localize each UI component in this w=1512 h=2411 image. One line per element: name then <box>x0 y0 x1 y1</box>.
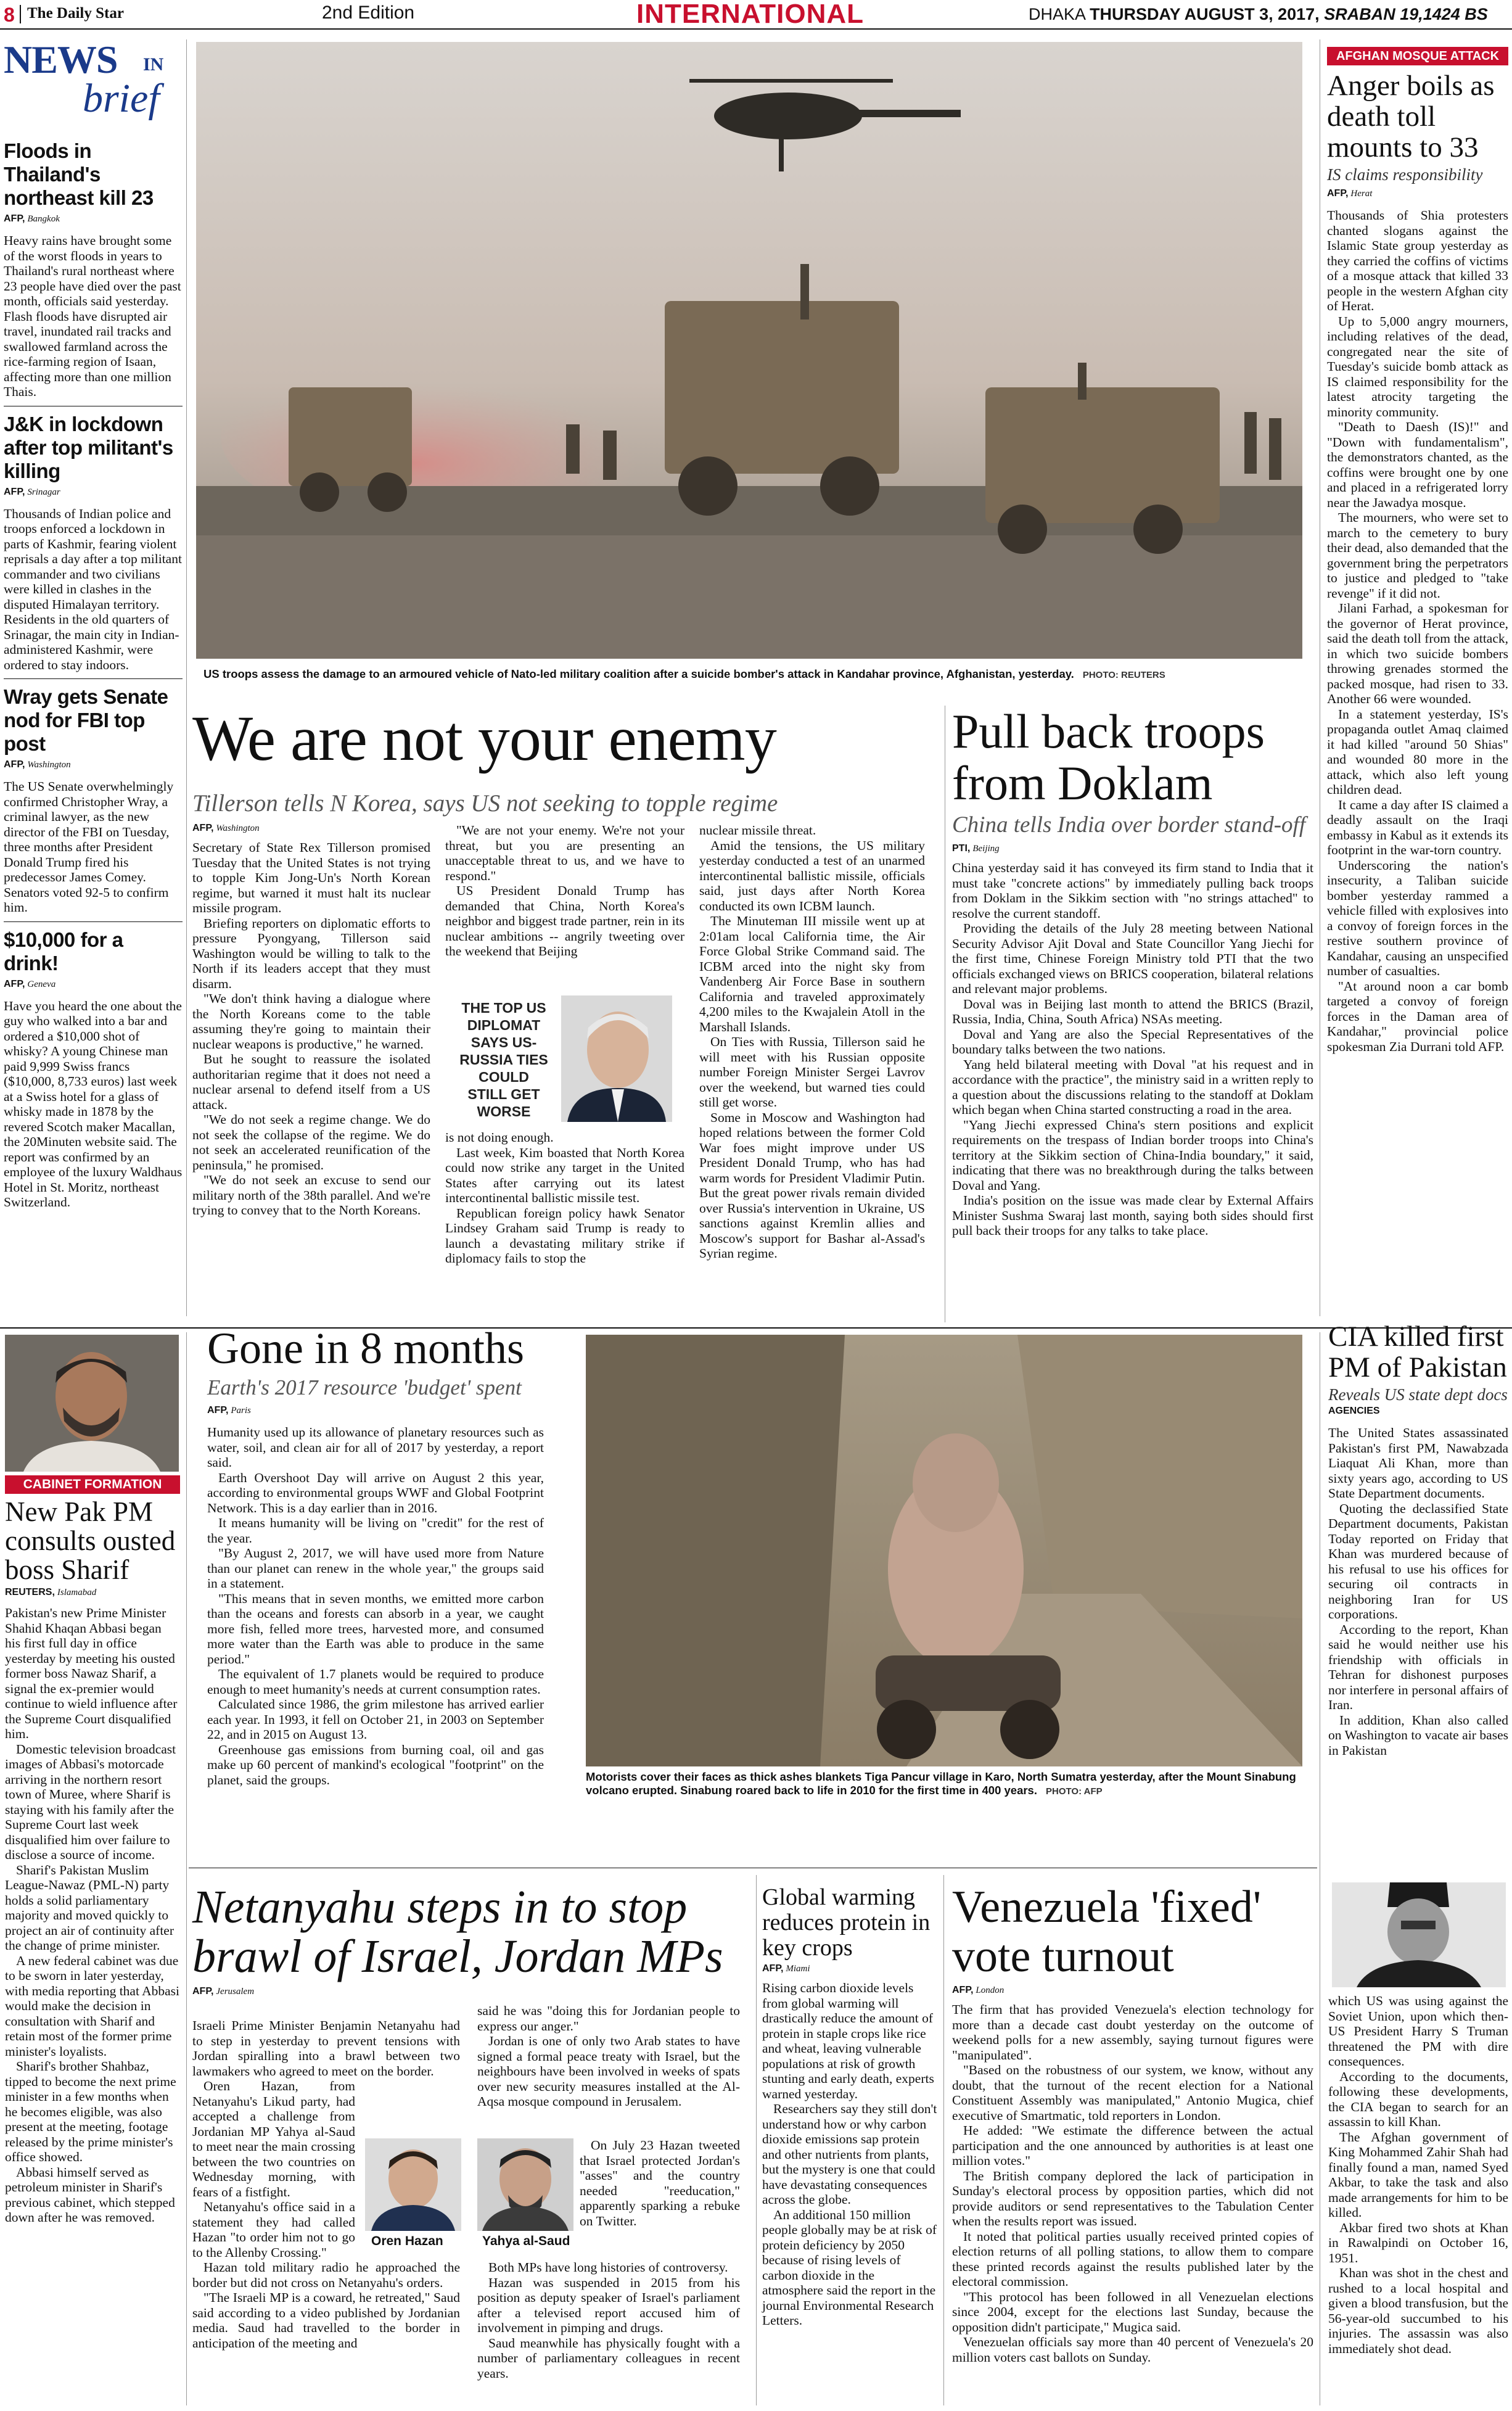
gone-story <box>207 1321 544 1787</box>
paragraph: Saud meanwhile has physically fought with a number of parliamentary colleagues in recent years. <box>477 2335 740 2381</box>
paragraph: The United States assassinated Pakistan's first PM, Nawabzada Liaquat Ali Khan, more than sixty years ago, according to US State Department documents. <box>1328 1425 1508 1501</box>
paragraph: Calculated since 1986, the grim milestone has arrived earlier each year. In 1993, it fell on October 21, in 2003 on September 22, and in 2015 on August 13. <box>207 1697 544 1742</box>
yahya-al-saud-portrait <box>477 2138 573 2231</box>
paragraph: Secretary of State Rex Tillerson promised Tuesday that the United States is not trying to topple Kim Jong-Un's North Korean regime, but warned it must halt its nuclear missile program. <box>192 840 430 915</box>
issue-date <box>1029 5 1488 24</box>
paragraph: According to the documents, following these developments, the CIA began to search for an assassin to kill Khan. <box>1328 2069 1508 2129</box>
venezuela-story <box>952 1882 1313 2365</box>
divider <box>4 921 183 922</box>
paragraph: Earth Overshoot Day will arrive on August 2 this year, according to environmental groups WWF and Global Footprint Network. This is a day earlier than in 2016. <box>207 1470 544 1515</box>
paragraph: Rising carbon dioxide levels from global warming will drastically reduce the amount of protein in staple crops like rice and wheat, leaving vulnerable populations at risk of growth stunting and early death, experts warned yesterday. <box>762 1980 934 2101</box>
paragraph: "We don't think having a dialogue where the North Koreans come to the table assuming they're going to maintain their nuclear weapons is productive," he warned. <box>192 991 430 1052</box>
afghan-story <box>1327 47 1508 1054</box>
brief-body: Heavy rains have brought some of the worst floods in years to Thailand's rural northeast where 23 people have died over the past month, officials said yesterday. Flash floods have disrupted air travel, inundated rail tracks and swallowed farmland across the rice-farming region of Isaan, affecting more than one million Thais. <box>4 233 181 399</box>
byline: AFP, Washington <box>192 823 260 833</box>
brief-title-brief: brief <box>83 76 160 121</box>
caption-text: US troops assess the damage to an armoured vehicle of Nato-led military coalition after a suicide bomber's attack in Kandahar province, Afghanistan, yesterday. <box>203 667 1074 680</box>
paragraph: It means humanity will be living on "credit" for the rest of the year. <box>207 1515 544 1546</box>
paragraph: Yang held bilateral meeting with Doval "at his request and in accordance with the practice", the ministry said in a written reply to a question about the discussions relating to the standoff at Doklam which began when China started constructing a road in the area. <box>952 1057 1313 1117</box>
paragraph: Doval was in Beijing last month to attend the BRICS (Brazil, Russia, India, China, South Africa) NSAs meeting. <box>952 996 1313 1026</box>
afghan-kicker: AFGHAN MOSQUE ATTACK <box>1327 47 1508 65</box>
paragraph: "This means that in seven months, we emitted more carbon than the oceans and forests can absorb in a year, we caught more fish, felled more trees, harvested more, and consumed more water than the Earth was able to produce in the same period." <box>207 1591 544 1667</box>
yahya-al-saud-image <box>477 2138 573 2231</box>
paragraph: "We do not seek an excuse to send our military north of the 38th parallel. And we're trying to convey that to the North Koreans. <box>192 1173 430 1218</box>
byline: AFP, Herat <box>1327 188 1373 199</box>
oren-hazan-image <box>365 2138 461 2231</box>
doklam-headline: Pull back troops from Doklam <box>952 704 1265 810</box>
doklam-subhead: China tells India over border stand-off <box>952 812 1306 838</box>
paragraph: "Based on the robustness of our system, we know, without any doubt, that the turnout of the recent election for a National Constituent Assembly was manipulated," Antonio Mugica, chief executive of Smartmatic, told reporters in London. <box>952 2063 1313 2123</box>
page-number: 8 <box>4 4 15 26</box>
divider <box>4 678 183 679</box>
paragraph: is not doing enough. <box>445 1130 554 1145</box>
paragraph: The Minuteman III missile went up at 2:01am local California time, the Air Force Global Strike Command said. The ICBM arced into the night sky from Vandenberg Air Force Base in southern California and traveled approximately 4,200 miles to the Kwajalein Atoll in the Marshall Islands. <box>699 913 925 1034</box>
netanyahu-col-2 <box>477 2003 740 2109</box>
kandahar-photo <box>196 42 1302 659</box>
paragraph: Humanity used up its allowance of planetary resources such as water, soil, and clean air for all of 2017 by yesterday, a report said. <box>207 1425 544 1470</box>
caption-text: Motorists cover their faces as thick ashes blankets Tiga Pancur village in Karo, North Sumatra yesterday, after the Mount Sinabung volcano erupted. Sinabung roared back to life in 2010 for the first time in 400 years. <box>586 1770 1296 1797</box>
paragraph: Doval and Yang are also the Special Representatives of the boundary talks between the two nations. <box>952 1026 1313 1057</box>
paragraph: "Yang Jiechi expressed China's stern positions and explicit requirements on the trespass of Indian border troops into China's territory at the Sikkim section of China-India boundary," it said, indicating that there was no breakthrough during the talks between Doval and Yang. <box>952 1117 1313 1193</box>
brief-headline: Wray gets Senate nod for FBI top post <box>4 685 168 755</box>
brief-title <box>4 39 183 132</box>
gone-headline: Gone in 8 months <box>207 1324 524 1373</box>
enemy-headline: We are not your enemy <box>192 703 776 774</box>
paragraph: Republican foreign policy hawk Senator Lindsey Graham said Trump is ready to launch a devastating military strike if diplomacy fails to stop the <box>445 1205 684 1266</box>
paragraph: "We do not seek a regime change. We do not seek the collapse of the regime. We do not seek an accelerated reunification of the peninsula," he promised. <box>192 1112 430 1173</box>
sinabung-photo <box>586 1335 1302 1766</box>
paragraph: It noted that political parties usually received printed copies of election returns of all polling stations, to allow them to compare these printed records against the results published later by the electoral commission. <box>952 2228 1313 2289</box>
section-name: INTERNATIONAL <box>636 0 865 29</box>
byline: AFP, London <box>952 1985 1005 1995</box>
yahya-al-saud-label: Yahya al-Saud <box>482 2234 570 2248</box>
byline: PTI, Beijing <box>952 843 1000 854</box>
paragraph: US President Donald Trump has demanded that China, North Korea's neighbor and biggest trade partner, rein in its nuclear ambitions -- angrily tweeting over the weekend that Beijing <box>445 883 684 958</box>
column-rule <box>186 39 187 1316</box>
column-rule <box>186 1332 187 2405</box>
brief-title-in: IN <box>143 54 164 75</box>
liaquat-image <box>1332 1882 1506 1987</box>
paragraph: Hazan was suspended in 2015 from his position as deputy speaker of Israel's parliament after a televised report accused him of involvement in pimping and drugs. <box>477 2275 740 2335</box>
cia-body-continued <box>1328 1993 1508 2356</box>
paragraph: Providing the details of the July 28 meeting between National Security Advisor Ajit Doval and State Councillor Yang Jiechi for the first time, Chinese Foreign Ministry told PTI that the two officials exchanged views on BRICS cooperation, bilateral relations and relevant major problems. <box>952 921 1313 996</box>
afghan-subhead: IS claims responsibility <box>1327 165 1483 184</box>
column-rule <box>756 1875 757 2405</box>
photo-credit: PHOTO: AFP <box>1046 1786 1103 1797</box>
cia-subhead: Reveals US state dept docs <box>1328 1385 1508 1404</box>
paragraph: Jordan is one of only two Arab states to have signed a formal peace treaty with Israel, but the neighbours have been involved in weeks of spats over new security measures installed at the Al-Aqsa mosque compound in Jerusalem. <box>477 2034 740 2109</box>
brief-headline: $10,000 for a drink! <box>4 928 123 975</box>
oren-hazan-portrait <box>365 2138 461 2231</box>
paragraph: Thousands of Shia protesters chanted slogans against the Islamic State group yesterday as they carried the coffins of victims of a mosque attack that killed 33 people in the western Afghan city of Herat. <box>1327 208 1508 313</box>
paragraph: Some in Moscow and Washington had hoped relations between the former Cold War foes might improve under US President Donald Trump, who has had warm words for President Vladimir Putin. But the great power rivals remain divided over Russia's intervention in Ukraine, US sanctions against Kremlin allies and Moscow's support for Bashar al-Assad's Syrian regime. <box>699 1110 925 1261</box>
paragraph: According to the report, Khan said he would neither use his friendship with officials in Tehran for dishonest purposes nor interfere in personal affairs of Iran. <box>1328 1622 1508 1712</box>
venezuela-headline: Venezuela 'fixed' vote turnout <box>952 1882 1262 1982</box>
paragraph: An additional 150 million people globally may be at risk of protein deficiency by 2050 because of rising levels of carbon dioxide in the atmosphere said the report in the journal Environmental Research Letters. <box>762 2207 937 2328</box>
enemy-col-3 <box>699 823 925 1261</box>
byline: AFP, Miami <box>762 1963 810 1974</box>
paragraph: Amid the tensions, the US military yesterday conducted a test of an unarmed intercontinental ballistic missile, officials said, just days after North Korea conducted its own ICBM launch. <box>699 838 925 913</box>
brief-item <box>4 928 183 1210</box>
paragraph: But he sought to reassure the isolated authoritarian regime that it does not need a nuclear arsenal to defend itself from a US attack. <box>192 1052 430 1112</box>
byline: AFP, Srinagar <box>4 486 60 497</box>
paragraph: "The Israeli MP is a coward, he retreated," Saud said according to a video published by Jordanian media. Saud had travelled to the border in anticipation of the meeting and <box>192 2290 460 2351</box>
afghan-body <box>1327 208 1508 1054</box>
paragraph: Sharif's brother Shahbaz, tipped to become the next prime minister in a few months when he becomes eligible, was also present at the meeting, footage released by the prime minister's office showed. <box>5 2059 176 2164</box>
netanyahu-headline: Netanyahu steps in to stop brawl of Israel, Jordan MPs <box>192 1881 723 1982</box>
enemy-subhead: Tillerson tells N Korea, says US not seeking to topple regime <box>192 790 778 817</box>
paragraph: "At around noon a car bomb targeted a convoy of foreign forces in the Daman area of Kandahar," provincial police spokesman Zia Durrani told AFP. <box>1327 978 1508 1054</box>
doklam-story <box>952 706 1313 1238</box>
abbasi-kicker: CABINET FORMATION <box>5 1475 180 1494</box>
paragraph: He added: "We estimate the difference between the actual participation and the one announced by authorities is at least one million votes." <box>952 2123 1313 2168</box>
paragraph: "This protocol has been followed in all Venezuelan elections since 2004, except for the elections last Sunday, because the opposition didn't participate," Mugica said. <box>952 2289 1313 2335</box>
enemy-col-1 <box>192 823 430 1218</box>
abbasi-image <box>5 1335 179 1472</box>
brief-item <box>4 413 183 673</box>
paragraph: The mourners, who were set to march to the cemetery to bury their dead, also demanded that the government bring the perpetrators to justice and pledged to "take revenge" if it did not. <box>1327 510 1508 601</box>
paragraph: Pakistan's new Prime Minister Shahid Khaqan Abbasi began his first full day in office yesterday by meeting his ousted former boss Nawaz Sharif, a signal the ex-premier would continue to wield influence after the Supreme Court disqualified him. <box>5 1605 178 1741</box>
brief-item <box>4 139 183 400</box>
sinabung-photo-image <box>586 1335 1302 1766</box>
cia-headline: CIA killed first PM of Pakistan <box>1328 1321 1507 1383</box>
brief-item <box>4 685 183 915</box>
paragraph: "Death to Daesh (IS)!" and "Down with fundamentalism", the demonstrators chanted, as the coffins were brought one by one and placed in a refrigerated lorry near the Jawadya mosque. <box>1327 419 1508 510</box>
netanyahu-story <box>192 1881 747 2381</box>
paragraph: The British company deplored the lack of participation in Sunday's electoral process by opposition parties, which did not provide auditors or send representatives to the Tabulation Center when the results report was issued. <box>952 2168 1313 2228</box>
paragraph: nuclear missile threat. <box>699 823 816 838</box>
enemy-story <box>192 823 925 1322</box>
paragraph: Underscoring the nation's insecurity, a Taliban suicide bomber yesterday rammed a vehicle filled with explosives into a convoy of foreign forces in the restive southern province of Kandahar, causing an unspecified number of casualties. <box>1327 857 1508 978</box>
byline: AFP, Jerusalem <box>192 1986 255 1997</box>
edition-label: 2nd Edition <box>322 2 415 23</box>
brief-title-news: NEWS <box>4 38 118 81</box>
brief-headline: Floods in Thailand's northeast kill 23 <box>4 139 154 209</box>
paragraph: Domestic television broadcast images of Abbasi's motorcade arriving in the northern resort town of Muree, where Sharif is staying with his family after the Supreme Court last week disqualified him over failure to disclose a source of income. <box>5 1741 176 1862</box>
tillerson-portrait <box>561 995 672 1122</box>
paragraph: On July 23 Hazan tweeted that Israel protected Jordan's "asses" and the country needed "reeducation," apparently sparking a rebuke on Twitter. <box>580 2138 740 2228</box>
paragraph: Netanyahu's office said in a statement they had called Hazan "to order him not to go to the Allenby Crossing." <box>192 2199 355 2260</box>
kandahar-photo-image <box>196 42 1302 659</box>
byline: AFP, Washington <box>4 759 71 770</box>
tillerson-image <box>561 995 672 1122</box>
enemy-col-2 <box>445 823 684 959</box>
paragraph: Greenhouse gas emissions from burning coal, oil and gas make up 60 percent of mankind's ecological "footprint" on the planet, said the groups. <box>207 1742 544 1787</box>
paragraph: The firm that has provided Venezuela's election technology for more than a decade cast doubt yesterday on the outcome of weekend polls for a new assembly, saying turnout figures were "manipulated". <box>952 2002 1313 2063</box>
abbasi-story <box>5 1475 180 2225</box>
paragraph: "By August 2, 2017, we will have used more from Nature than our planet can renew in the whole year," the groups said in a statement. <box>207 1546 544 1591</box>
photo-credit: PHOTO: REUTERS <box>1082 670 1165 680</box>
news-in-brief <box>4 39 183 1210</box>
column-rule <box>943 1875 944 2405</box>
paragraph: A new federal cabinet was due to be sworn in later yesterday, with media reporting that Abbasi would make the decision in consultation with Sharif and retain most of the former prime minister's loyalists. <box>5 1953 180 2059</box>
paragraph: India's position on the issue was made clear by External Affairs Minister Sushma Swaraj last month, saying both sides should first pull back their troops for any talks to take place. <box>952 1193 1313 1238</box>
byline: AFP, Geneva <box>4 978 56 989</box>
paragraph: Abbasi himself served as petroleum minister in Sharif's previous cabinet, which stepped down after he was removed. <box>5 2164 175 2225</box>
paragraph: "We are not your enemy. We're not your threat, but you are presenting an unacceptable threat to us, and we have to respond." <box>445 823 684 883</box>
brief-body: Have you heard the one about the guy who walked into a bar and ordered a $10,000 shot of whisky? A young Chinese man paid 9,999 Swiss francs ($10,000, 8,733 euros) last week at a Swiss hotel for a glass of whisky made in 1878 by the revered Scotch maker Macallan, the 20Minuten website said. The report was confirmed by an employee of the luxury Waldhaus Hotel in St. Moritz, northeast Switzerland. <box>4 998 183 1210</box>
paragraph: Akbar fired two shots at Khan in Rawalpindi on October 16, 1951. <box>1328 2220 1508 2265</box>
paragraph: Khan was shot in the chest and rushed to a local hospital and given a blood transfusion, but the 56-year-old succumbed to his injuries. The assassin was also immediately shot dead. <box>1328 2265 1508 2356</box>
paragraph: Jilani Farhad, a spokesman for the governor of Herat province, said the death toll from the attack, in which two suicide bombers throwing grenades stormed the packed mosque, had risen to 33. Another 66 were wounded. <box>1327 601 1508 706</box>
netanyahu-col-2b <box>580 2138 740 2228</box>
brief-body: The US Senate overwhelmingly confirmed Christopher Wray, a criminal lawyer, as the new director of the FBI on Tuesday, three months after President Donald Trump fired his predecessor James Comey. Senators voted 92-5 to confirm him. <box>4 779 174 915</box>
crops-headline: Global warming reduces protein in key crops <box>762 1884 931 1961</box>
paragraph: Hazan told military radio he approached the border but did not cross on Netanyahu's orders. <box>192 2260 460 2290</box>
kandahar-caption <box>203 667 1301 682</box>
liaquat-portrait <box>1332 1882 1506 1987</box>
paragraph: said he was "doing this for Jordanian people to express our anger." <box>477 2003 740 2034</box>
paragraph: Israeli Prime Minister Benjamin Netanyahu had to step in yesterday to prevent tensions with Jordan spiralling into a brawl between two lawmakers who agreed to meet on the border. <box>192 2018 460 2079</box>
cia-story <box>1328 1321 1508 1758</box>
afghan-headline: Anger boils as death toll mounts to 33 <box>1327 70 1495 163</box>
page-number-divider <box>20 5 21 23</box>
paragraph: Last week, Kim boasted that North Korea could now strike any target in the United States after carrying out its latest intercontinental ballistic missile test. <box>445 1145 684 1205</box>
paragraph: Up to 5,000 angry mourners, including relatives of the dead, congregated near the site of Tuesday's suicide bomb attack as IS claimed responsibility for the latest atrocity targeting the minority community. <box>1327 313 1508 419</box>
paragraph: Oren Hazan, from Netanyahu's Likud party, had accepted a challenge from Jordanian MP Yahya al-Saud to meet near the main crossing between the two countries on Wednesday morning, with fears of a fistfight. <box>192 2079 355 2199</box>
crops-story <box>762 1885 937 2328</box>
masthead <box>0 0 1512 30</box>
pull-quote: THE TOP US DIPLOMAT SAYS US-RUSSIA TIES COULD STILL GET WORSE <box>459 1000 548 1119</box>
date: THURSDAY AUGUST 3, 2017, <box>1090 5 1320 23</box>
paragraph: Briefing reporters on diplomatic efforts to pressure Pyongyang, Tillerson said Washington would be willing to talk to the North if its leaders accept that they must disarm. <box>192 915 430 991</box>
enemy-col-2b <box>445 1130 684 1266</box>
city: DHAKA <box>1029 5 1085 23</box>
paragraph: In a statement yesterday, IS's propaganda outlet Amaq claimed it had killed "around 50 Shias" and wounded 80 more in the attack, which also left young children dead. <box>1327 706 1508 797</box>
paragraph: Venezuelan officials say more than 40 percent of Venezuela's 20 million voters cast ballots on Sunday. <box>952 2335 1313 2365</box>
byline: AGENCIES <box>1328 1406 1380 1416</box>
paragraph: The equivalent of 1.7 planets would be required to produce enough to meet humanity's needs at current consumption rates. <box>207 1667 544 1697</box>
paragraph: The Afghan government of King Mohammed Zahir Shah had finally found a man, named Syed Akbar, to take the task and also made arrangements for him to be killed. <box>1328 2129 1508 2220</box>
paragraph: China yesterday said it has conveyed its firm stand to India that it must take "concrete actions" by immediately pulling back troops from Doklam in the Sikkim section with "no strings attached" to resolve the current standoff. <box>952 860 1313 921</box>
paragraph: In addition, Khan also called on Washington to vacate air bases in Pakistan <box>1328 1712 1508 1758</box>
paragraph: Researchers say they still don't understand how or why carbon dioxide emissions sap protein and other nutrients from plants, but the mystery is one that could have devastating consequences across the globe. <box>762 2101 937 2207</box>
paper-name: The Daily Star <box>27 5 124 22</box>
oren-hazan-label: Oren Hazan <box>371 2234 443 2248</box>
byline: AFP, Paris <box>207 1405 251 1416</box>
brief-headline: J&K in lockdown after top militant's killing <box>4 412 173 482</box>
paragraph: Both MPs have long histories of controversy. <box>488 2260 728 2275</box>
paragraph: Quoting the declassified State Department documents, Pakistan Today reported on Friday that Khan was murdered because of his refusal to use his offices for securing oil contracts in neighboring Iran for US corporations. <box>1328 1501 1508 1622</box>
paragraph: On Ties with Russia, Tillerson said he will meet with his Russian opposite number Foreign Minister Sergei Lavrov over the weekend, but warned ties could still get worse. <box>699 1034 925 1110</box>
byline: AFP, Bangkok <box>4 213 60 224</box>
paragraph: Sharif's Pakistan Muslim League-Nawaz (PML-N) party holds a solid parliamentary majority and moved quickly to project an air of continuity after the change of prime minister. <box>5 1862 175 1953</box>
netanyahu-col-2c <box>477 2260 740 2381</box>
abbasi-headline: New Pak PM consults ousted boss Sharif <box>5 1496 176 1585</box>
byline: REUTERS, Islamabad <box>5 1587 97 1597</box>
sinabung-caption <box>586 1770 1301 1799</box>
abbasi-portrait <box>5 1335 179 1472</box>
paragraph: It came a day after IS claimed a deadly assault on the Iraqi embassy in Kabul as it extends its footprint in the war-torn country. <box>1327 797 1508 857</box>
brief-body: Thousands of Indian police and troops enforced a lockdown in parts of Kashmir, fearing violent reprisals a day after a top militant commander and two civilians were killed in clashes in the disputed Himalayan territory. Residents in the old quarters of Srinagar, the main city in Indian-administered Kashmir, were ordered to stay indoors. <box>4 506 182 672</box>
bengali-date: SRABAN 19,1424 BS <box>1324 5 1488 23</box>
gone-subhead: Earth's 2017 resource 'budget' spent <box>207 1375 522 1399</box>
paragraph: which US was using against the Soviet Union, upon which then-US President Harry S Truman threatened the PM with dire consequences. <box>1328 1993 1508 2069</box>
